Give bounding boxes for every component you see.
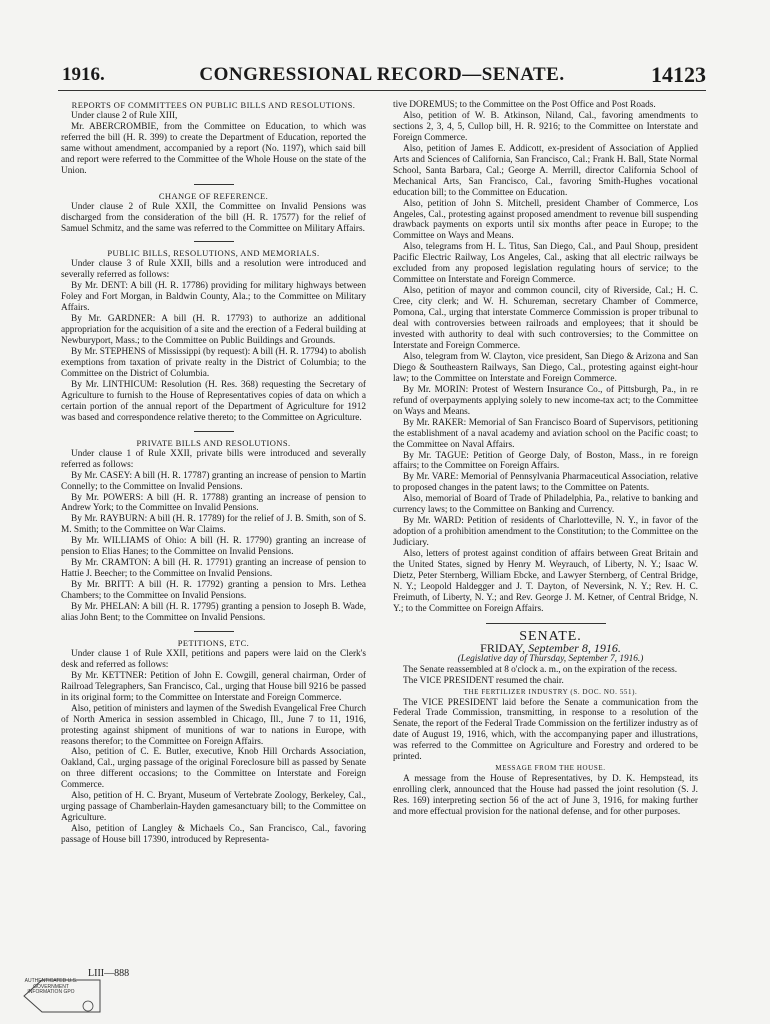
subsection-heading: MESSAGE FROM THE HOUSE.	[495, 764, 606, 773]
paragraph: By Mr. GARDNER: A bill (H. R. 17793) to authorize an additional appropriation for the acquisition of a site and the erection of a Federal building at Newburyport, Mass.; to the Committee on Public Buildings and Grounds.	[61, 314, 366, 347]
paragraph: Mr. ABERCROMBIE, from the Committee on Education, to which was referred the bill (H. R. 399) to create the Department of Education, reported the same without amendment, accompanied by a report (No. 1197), which said bill and report were referred to the Committee of the Whole House on the state of the Union.	[61, 121, 366, 176]
header-year: 1916.	[62, 64, 105, 85]
divider	[194, 431, 234, 432]
paragraph: Also, petition of mayor and common council, city of Riverside, Cal.; H. C. Cree, city clerk; and W. H. Schureman, secretary Chamber of Commerce, Pomona, Cal., urging that interstate Commerce Commission is proper tribunal to deal with controversies between railroads and employees; that it should be invested with authority to deal with such controversies; to the Committee on Interstate and Foreign Commerce.	[393, 286, 698, 351]
session-date	[393, 640, 698, 655]
paragraph: tive DOREMUS; to the Committee on the Post Office and Post Roads.	[393, 100, 656, 110]
header-title: CONGRESSIONAL RECORD—SENATE.	[199, 64, 565, 85]
section-heading: REPORTS OF COMMITTEES ON PUBLIC BILLS AND RESOLUTIONS.	[71, 100, 356, 110]
date-prefix: FRIDAY,	[480, 640, 526, 655]
paragraph: Under clause 1 of Rule XXII, petitions and papers were laid on the Clerk's desk and referred as follows:	[61, 648, 366, 670]
paragraph: By Mr. PHELAN: A bill (H. R. 17795) granting a pension to Joseph B. Wade, alias John Bent; to the Committee on Invalid Pensions.	[61, 602, 366, 623]
paragraph: By Mr. CASEY: A bill (H. R. 17787) granting an increase of pension to Martin Connelly; to the Committee on Invalid Pensions.	[61, 470, 366, 492]
paragraph: By Mr. RAYBURN: A bill (H. R. 17789) for the relief of J. B. Smith, son of S. M. Smith; to the Committee on War Claims.	[61, 514, 366, 536]
subsection-heading: THE FERTILIZER INDUSTRY (S. DOC. NO. 551).	[463, 687, 638, 696]
paragraph: By Mr. KETTNER: Petition of John E. Cowgill, general chairman, Order of Railroad Telegraphers, San Francisco, Cal., urging that House bill 9216 be passed in its original form; to the Committee on Interstate and Foreign Commerce.	[61, 670, 366, 703]
paragraph: Also, letters of protest against condition of affairs between Great Britain and the United States, signed by Henry M. Weyrauch, of Liberty, N. Y.; Isaac W. Dietz, Peter Sternberg, William Ebcke, and Lawyer Sternberg, of Central Bridge, N. Y.; Leopold Haldegger and J. T. Dayton, of Neversink, N. Y.; Rev. H. C. Freimuth, of Liberty, N. Y.; and Rev. George J. M. Ketner, of Central Bridge, N. Y.; to the Committee on Foreign Affairs.	[393, 549, 698, 614]
right-column	[393, 100, 698, 818]
senate-heading: SENATE.	[519, 628, 582, 644]
legislative-day: (Legislative day of Thursday, September 7, 1916.)	[457, 653, 644, 664]
paragraph: The VICE PRESIDENT resumed the chair.	[403, 675, 564, 686]
page-header	[58, 62, 706, 91]
paragraph: Also, telegrams from H. L. Titus, San Diego, Cal., and Paul Shoup, president Pacific Electric Railway, Los Angeles, Cal., asking that all electric railways be excluded from any proposed legislation regulating hours of service; to the Committee on Interstate and Foreign Commerce.	[393, 242, 698, 286]
paragraph: By Mr. DENT: A bill (H. R. 17786) providing for military highways between Foley and Fort Morgan, in Baldwin County, Ala.; to the Committee on Military Affairs.	[61, 281, 366, 314]
paragraph: By Mr. STEPHENS of Mississippi (by request): A bill (H. R. 17794) to abolish exemptions from taxation of private realty in the District of Columbia; to the Committee on the District of Columbia.	[61, 347, 366, 379]
section-heading: PUBLIC BILLS, RESOLUTIONS, AND MEMORIALS.	[107, 248, 320, 259]
paragraph: Also, memorial of Board of Trade of Philadelphia, Pa., relative to banking and currency laws; to the Committee on Banking and Currency.	[393, 494, 698, 516]
date-value: September 8, 1916.	[528, 640, 621, 655]
divider	[194, 631, 234, 632]
section-heading: PETITIONS, ETC.	[177, 637, 250, 648]
paragraph: By Mr. RAKER: Memorial of San Francisco Board of Supervisors, petitioning the establishment of a naval academy and aviation school on the Pacific coast; to the Committee on Naval Affairs.	[393, 417, 698, 450]
left-column	[61, 100, 366, 846]
divider	[194, 241, 234, 242]
paragraph: Also, telegram from W. Clayton, vice president, San Diego & Arizona and San Diego & Southeastern Railways, San Diego, Cal., protesting against eight-hour law; to the Committee on Interstate and Foreign Commerce.	[393, 351, 698, 384]
paragraph: The VICE PRESIDENT laid before the Senate a communication from the Federal Trade Commission, transmitting, in response to a resolution of the Senate, the report of the Federal Trade Commission on the fertilizer industry as of date of August 19, 1916, which, with the accompanying paper and illustrations, was referred to the Committee on Agriculture and Forestry and ordered to be printed.	[393, 697, 698, 763]
paragraph: By Mr. WILLIAMS of Ohio: A bill (H. R. 17790) granting an increase of pension to Elias Hanes; to the Committee on Invalid Pensions.	[61, 536, 366, 558]
section-heading: PRIVATE BILLS AND RESOLUTIONS.	[136, 437, 291, 448]
divider	[486, 623, 606, 624]
paragraph: Under clause 2 of Rule XIII,	[71, 110, 178, 121]
paragraph: By Mr. POWERS: A bill (H. R. 17788) granting an increase of pension to Andrew York; to the Committee on Invalid Pensions.	[61, 492, 366, 514]
paragraph: By Mr. WARD: Petition of residents of Charlotteville, N. Y., in favor of the adoption of a prohibition amendment to the Constitution; to the Committee on the Judiciary.	[393, 516, 698, 549]
paragraph: Also, petition of W. B. Atkinson, Niland, Cal., favoring amendments to sections 2, 3, 4, 5, Cullop bill, H. R. 9216; to the Committee on Interstate and Foreign Commerce.	[393, 110, 698, 143]
section-heading: CHANGE OF REFERENCE.	[158, 190, 269, 201]
paragraph: By Mr. LINTHICUM: Resolution (H. Res. 368) requesting the Secretary of Agriculture to furnish to the House of Representatives copies of data on which a certain portion of the annual report of the Department of Agriculture for 1912 was based and correspondence relative thereto; to the Committee on Agriculture.	[61, 379, 366, 423]
divider	[194, 184, 234, 185]
paragraph: By Mr. CRAMTON: A bill (H. R. 17791) granting an increase of pension to Hattie J. Beecher; to the Committee on Invalid Pensions.	[61, 558, 366, 580]
paragraph: Under clause 1 of Rule XXII, private bills were introduced and severally referred as follows:	[61, 448, 366, 470]
paragraph: A message from the House of Representatives, by D. K. Hempstead, its enrolling clerk, announced that the House had passed the joint resolution (S. J. Res. 169) interpreting section 56 of the act of June 3, 1916, for making further and more effectual provision for the national defense, and for other purposes.	[393, 774, 698, 818]
paragraph: Also, petition of Langley & Michaels Co., San Francisco, Cal., favoring passage of House bill 17390, introduced by Representa-	[61, 824, 366, 846]
paragraph: Under clause 2 of Rule XXII, the Committee on Invalid Pensions was discharged from the consideration of the bill (H. R. 17577) for the relief of Samuel Schmitz, and the same was referred to the Committee on Military Affairs.	[61, 201, 366, 234]
signature-mark: LIII—888	[88, 968, 130, 979]
paragraph: Also, petition of James E. Addicott, ex-president of Association of Applied Arts and Sciences of California, San Francisco, Cal.; Frank H. Ball, State Normal School, Santa Barbara, Cal.; George A. Merrill, director California School of Mechanical Arts, San Francisco, Cal., favoring Smith-Hughes vocational education bill; to the Committee on Education.	[393, 143, 698, 198]
paragraph: Also, petition of H. C. Bryant, Museum of Vertebrate Zoology, Berkeley, Cal., urging passage of Chamberlain-Hayden gamesanctuary bill; to the Committee on Agriculture.	[61, 791, 366, 824]
paragraph: The Senate reassembled at 8 o'clock a. m., on the expiration of the recess.	[403, 664, 678, 675]
paragraph: By Mr. TAGUE: Petition of George Daly, of Boston, Mass., in re foreign affairs; to the Committee on Foreign Affairs.	[393, 450, 698, 472]
paragraph: Also, petition of ministers and laymen of the Swedish Evangelical Free Church of North America in session assembled in Chicago, Ill., June 7 to 11, 1916, protesting against shipment of munitions of war to nations in Europe, with reasons therefor; to the Committee on Foreign Affairs.	[61, 703, 366, 747]
paragraph: By Mr. MORIN: Protest of Western Insurance Co., of Pittsburgh, Pa., in re refund of overpayments applying solely to new income-tax act; to the Committee on Ways and Means.	[393, 384, 698, 417]
paragraph: By Mr. VARE: Memorial of Pennsylvania Pharmaceutical Association, relative to proposed changes in the patent laws; to the Committee on Patents.	[393, 472, 698, 494]
paragraph: Also, petition of C. E. Butler, executive, Knob Hill Orchards Association, Oakland, Cal., urging passage of the original Foreclosure bill as passed by Senate on three different occasions; to the Committee on Interstate and Foreign Commerce.	[61, 747, 366, 791]
header-page-number: 14123	[651, 62, 706, 87]
paragraph: Under clause 3 of Rule XXII, bills and a resolution were introduced and severally referred as follows:	[61, 259, 366, 281]
paragraph: By Mr. BRITT: A bill (H. R. 17792) granting a pension to Mrs. Lethea Chambers; to the Committee on Invalid Pensions.	[61, 580, 366, 602]
paragraph: Also, petition of John S. Mitchell, president Chamber of Commerce, Los Angeles, Cal., protesting against proposed amendment to revenue bill suspending drawback payments on exports until six months after peace in Europe; to the Committee on Ways and Means.	[393, 198, 698, 242]
seal-text: AUTHENTICATED U.S. GOVERNMENT INFORMATION GPO	[24, 978, 78, 996]
